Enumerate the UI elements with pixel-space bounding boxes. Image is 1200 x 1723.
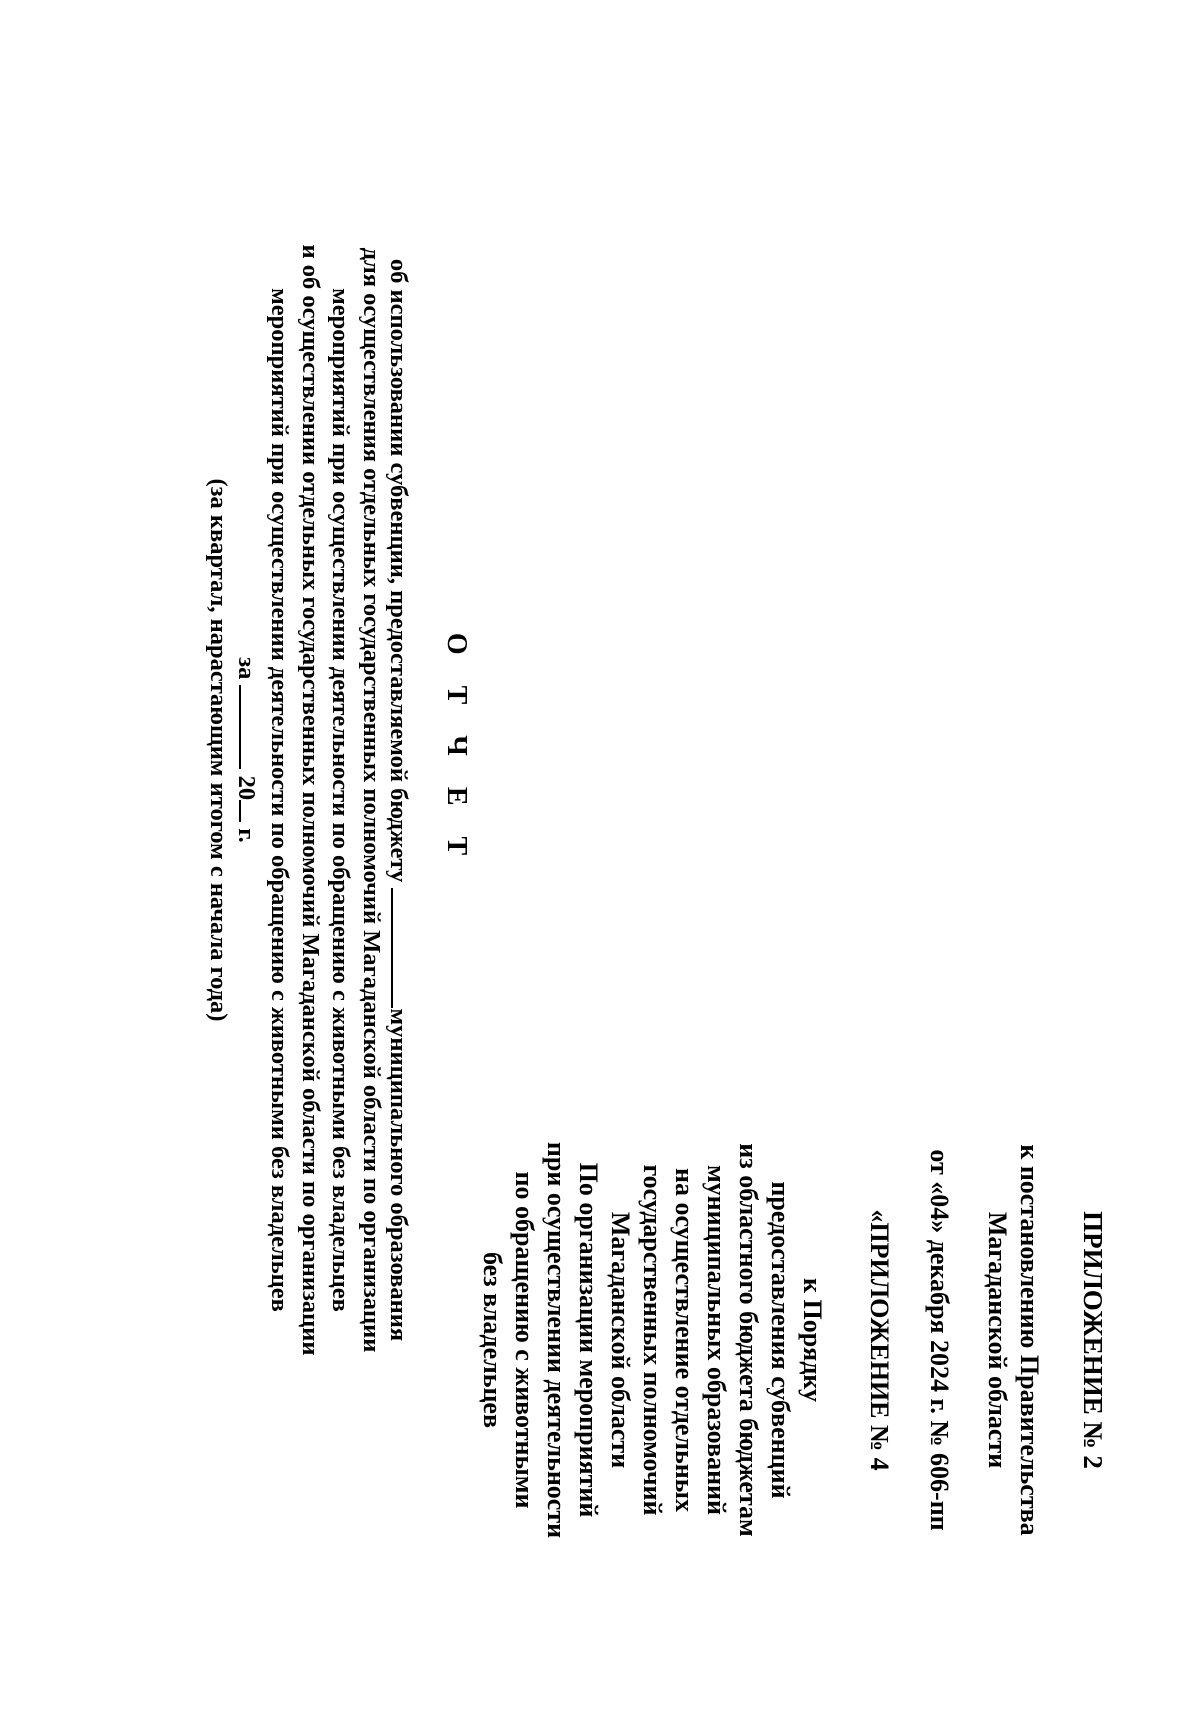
report-line2: для осуществления отдельных государственных полномочий Магаданской области по организации <box>358 247 385 1353</box>
report-period <box>232 600 263 900</box>
appendix4-line: по обращению с животными <box>510 1171 539 1509</box>
appendix4-title: «ПРИЛОЖЕНИЕ № 4 <box>865 1209 894 1471</box>
appendix2-resolution-line1: к постановлению Правительства <box>1015 1144 1044 1536</box>
report-line1-before: об использовании субвенции, предоставляемой бюджету <box>385 258 412 883</box>
period-prefix: за <box>233 657 260 680</box>
appendix2-date: от «04» декабря 2024 г. № 606-пп <box>925 1149 954 1531</box>
report-line5: мероприятий при осуществлении деятельности по обращению с животными без владельцев <box>266 288 293 1312</box>
period-suffix: г. <box>233 828 260 843</box>
appendix2-resolution-line2: Магаданской области <box>983 1211 1012 1469</box>
appendix4-line: Магаданской области <box>606 1211 635 1469</box>
period-year-prefix: 20 <box>233 775 260 801</box>
report-line1 <box>384 150 415 1450</box>
municipality-blank <box>391 888 415 1008</box>
appendix4-line: муниципальных образований <box>702 1164 731 1516</box>
appendix4-line: из областного бюджета бюджетам <box>734 1143 763 1537</box>
appendix4-line: По организации мероприятий <box>574 1162 603 1518</box>
period-quarter-blank <box>239 685 263 769</box>
appendix4-line: на осуществление отдельных <box>670 1167 699 1513</box>
report-line3: мероприятий при осуществлении деятельности по обращению с животными без владельцев <box>327 288 354 1312</box>
appendix4-line: без владельцев <box>478 1251 507 1429</box>
report-title: О Т Ч Е Т <box>441 632 472 868</box>
appendix4-line: государственных полномочий <box>638 1164 667 1516</box>
appendix4-line: при осуществлении деятельности <box>542 1141 571 1539</box>
report-period-note: (за квартал, нарастающим итогом с начала года) <box>205 478 232 1022</box>
report-line1-after: муниципального образования <box>385 1008 412 1342</box>
appendix4-line: к Порядку <box>798 1278 827 1402</box>
period-year-blank <box>239 800 263 822</box>
report-line4: и об осуществлении отдельных государственных полномочий Магаданской области по организации <box>297 244 324 1356</box>
appendix2-title: ПРИЛОЖЕНИЕ № 2 <box>1078 1211 1108 1469</box>
appendix4-line: предоставления субвенций <box>766 1181 795 1499</box>
